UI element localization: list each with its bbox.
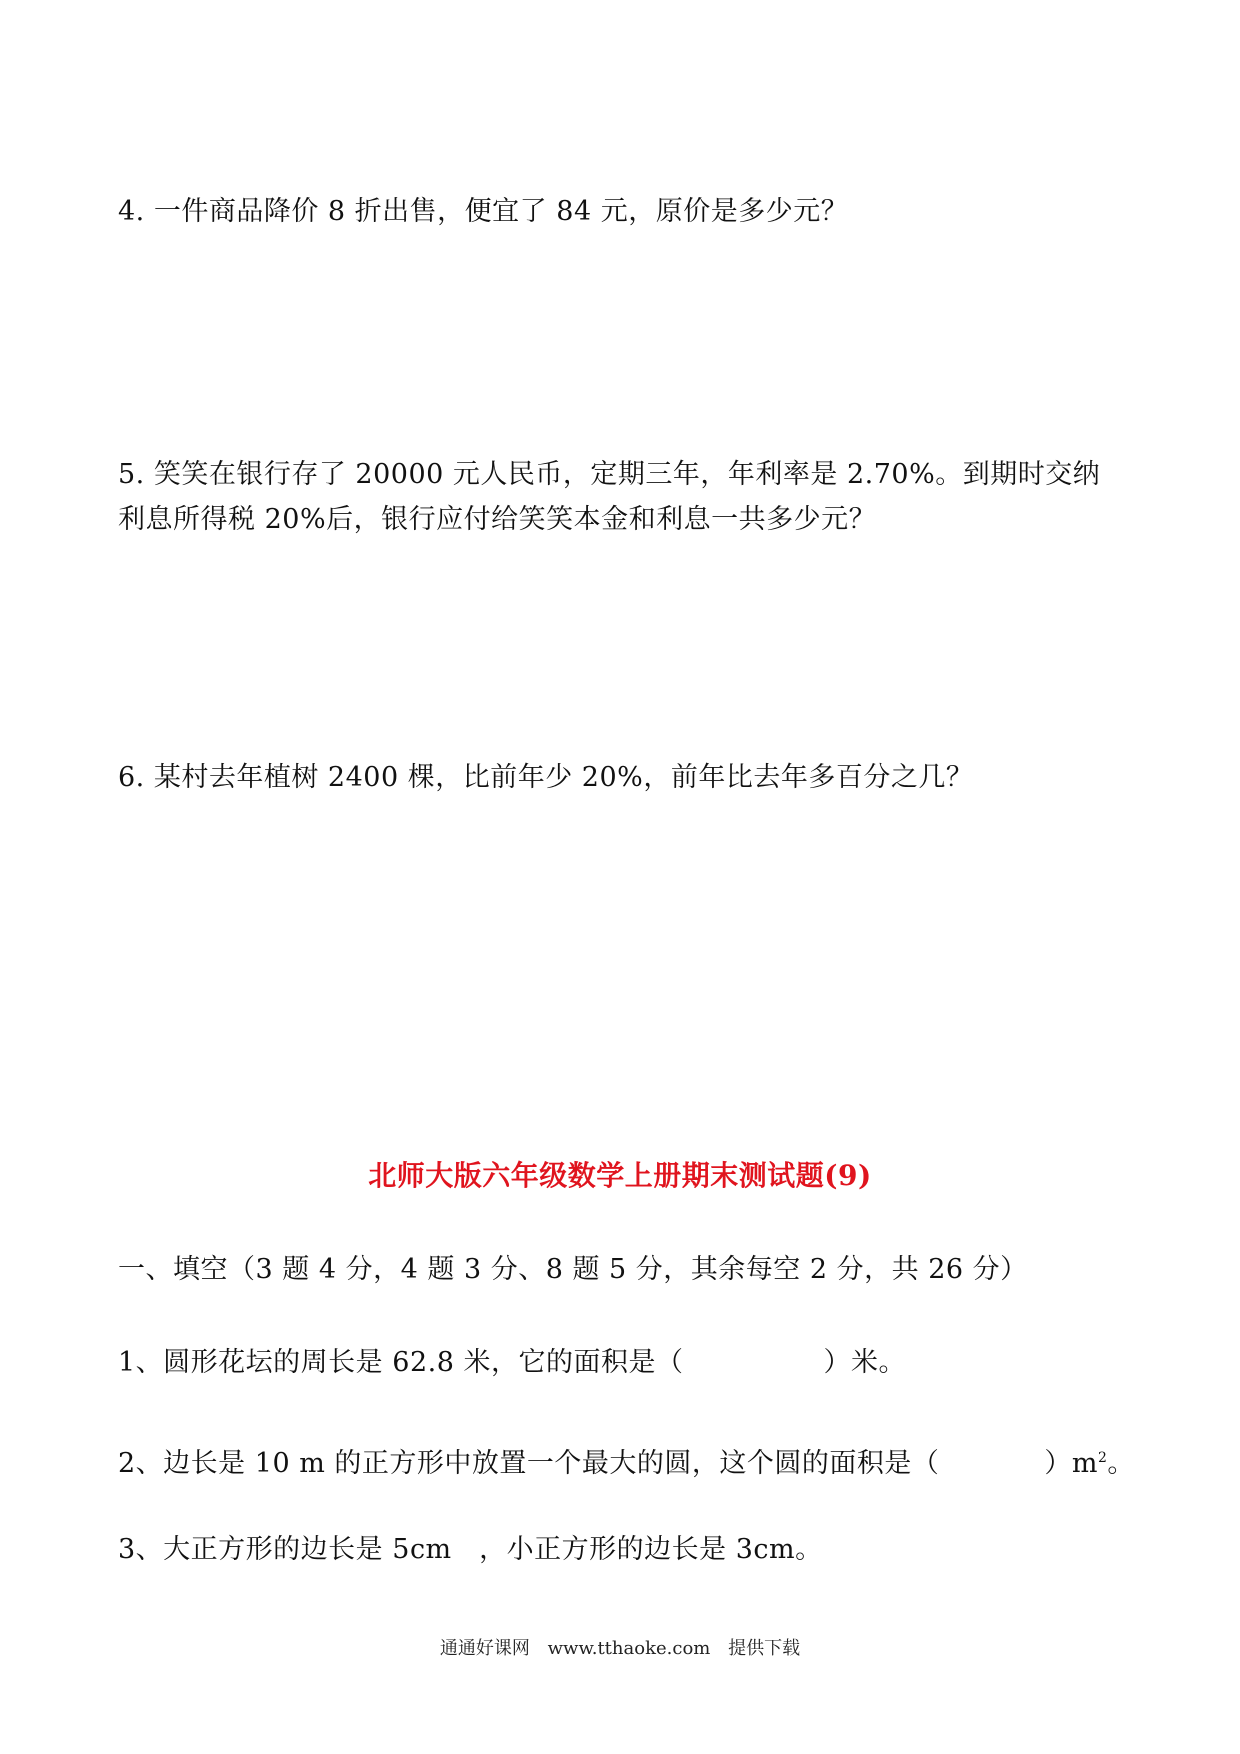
fill-item-1-suffix: ）米。: [823, 1347, 906, 1378]
section-heading: 一、填空（3 题 4 分，4 题 3 分、8 题 5 分，其余每空 2 分，共 26 分）: [118, 1254, 1028, 1285]
question-5-line-2: 利息所得税 20%后，银行应付给笑笑本金和利息一共多少元？: [118, 504, 877, 535]
footer-note: 提供下载: [728, 1638, 801, 1659]
exam-title: 北师大版六年级数学上册期末测试题(9): [368, 1159, 872, 1192]
fill-item-2-prefix: 2、边长是 10 m 的正方形中放置一个最大的圆，这个圆的面积是（: [118, 1448, 940, 1479]
unit-superscript: 2: [1098, 1450, 1108, 1466]
question-4: 4. 一件商品降价 8 折出售，便宜了 84 元，原价是多少元？: [118, 196, 849, 227]
footer-url[interactable]: www.tthaoke.com: [547, 1638, 711, 1659]
question-5-line-1: 5. 笑笑在银行存了 20000 元人民币，定期三年，年利率是 2.70%。到期时交纳: [118, 459, 1101, 490]
fill-item-3: 3、大正方形的边长是 5cm ，小正方形的边长是 3cm。: [118, 1534, 823, 1565]
footer-site-name: 通通好课网: [439, 1638, 530, 1659]
question-6: 6. 某村去年植树 2400 棵，比前年少 20%，前年比去年多百分之几？: [118, 762, 974, 793]
fill-item-1-prefix: 1、圆形花坛的周长是 62.8 米，它的面积是（: [118, 1347, 684, 1378]
fill-item-2: [118, 1438, 1135, 1484]
fill-item-1: [118, 1343, 906, 1383]
fill-item-2-suffix: ）m: [1044, 1448, 1098, 1479]
fill-item-2-end: 。: [1107, 1448, 1135, 1479]
page-footer: [0, 1634, 1240, 1660]
